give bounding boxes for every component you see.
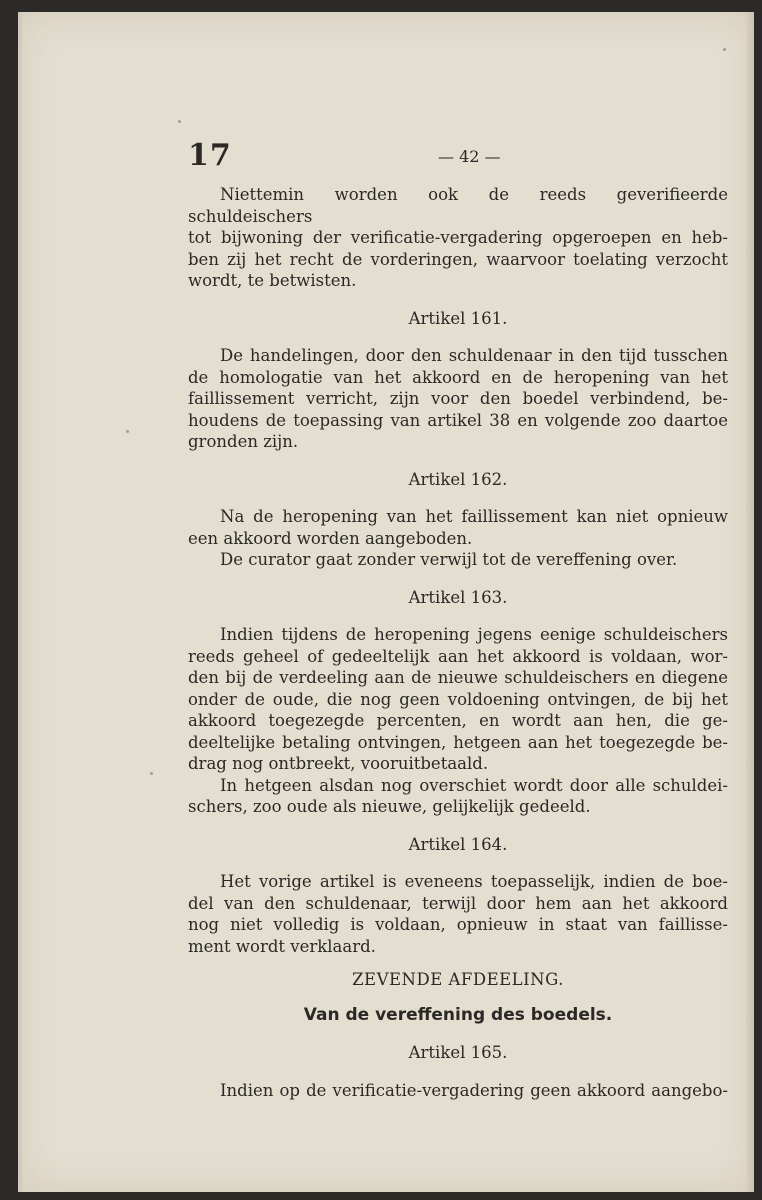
text-line: drag nog ontbreekt, vooruitbetaald. [188,754,489,773]
paper-speck [723,48,726,51]
article-164-heading: Artikel 164. [408,834,508,854]
text-line: akkoord toegezegde percenten, en wordt aan hen, die ge- [188,711,728,730]
text-line: Na de heropening van het faillissement kan niet opnieuw [220,507,728,526]
text-line: Indien op de verificatie-vergadering geen akkoord aangebo- [220,1080,728,1100]
article-164-text [188,871,728,957]
text-line: del van den schuldenaar, terwijl door hem aan het akkoord [188,893,728,913]
text-line: de homologatie van het akkoord en de heropening van het [188,367,728,387]
text-line: wordt, te betwisten. [188,271,357,290]
text-line: een akkoord worden aangeboden. [188,528,473,548]
page-right-edge [746,12,754,1192]
text-line: gronden zijn. [188,432,299,451]
text-line: Niettemin worden ook de reeds geverifieerde schuldeischers [188,185,728,226]
book-page [18,12,754,1192]
section-heading: ZEVENDE AFDEELING. [352,970,564,989]
text-line: In hetgeen alsdan nog overschiet wordt door alle schuldei- [220,775,728,795]
page-number: — 42 — [438,147,501,166]
text-line: schers, zoo oude als nieuwe, gelijkelijk gedeeld. [188,797,591,816]
text-line: tot bijwoning der verificatie-vergadering opgeroepen en heb- [188,228,728,247]
text-line: De curator gaat zonder verwijl tot de vereffening over. [220,550,678,569]
paragraph-intro [188,184,728,292]
text-line: nog niet volledig is voldaan, opnieuw in staat van faillisse- [188,915,728,934]
article-161-heading: Artikel 161. [408,308,508,328]
paper-speck [150,772,153,775]
article-162-heading: Artikel 162. [408,469,508,489]
text-line: den bij de verdeeling aan de nieuwe schuldeischers en diegene [188,668,728,687]
text-line: deeltelijke betaling ontvingen, hetgeen aan het toegezegde be- [188,732,728,752]
text-line: onder de oude, die nog geen voldoening ontvingen, de bij het [188,689,728,709]
article-163-heading: Artikel 163. [408,587,508,607]
text-line: De handelingen, door den schuldenaar in den tijd tusschen [220,346,728,365]
text-line: ben zij het recht de vorderingen, waarvoor toelating verzocht [188,249,728,269]
text-line: reeds geheel of gedeeltelijk aan het akkoord is voldaan, wor- [188,646,728,666]
article-165-text [188,1080,728,1102]
text-line: ment wordt verklaard. [188,936,376,956]
page-header [188,140,728,184]
subsection-heading: Van de vereffening des boedels. [303,1004,613,1025]
article-161-text [188,345,728,453]
article-165-heading: Artikel 165. [408,1043,508,1062]
paper-speck [178,120,181,123]
text-line: Indien tijdens de heropening jegens eenige schuldeischers [220,625,728,644]
text-line: Het vorige artikel is eveneens toepasselijk, indien de boe- [220,872,728,891]
article-162-text-b [188,549,728,571]
signature-mark: 17 [188,138,232,173]
paper-speck [126,430,129,433]
article-163-text-b [188,775,728,818]
article-163-text-a [188,624,728,775]
article-162-text-a [188,506,728,549]
text-line: houdens de toepassing van artikel 38 en volgende zoo daartoe [188,410,728,430]
page-left-edge [18,12,22,1192]
text-line: faillissement verricht, zijn voor den boedel verbindend, be- [188,389,728,408]
page-content [188,140,728,1101]
